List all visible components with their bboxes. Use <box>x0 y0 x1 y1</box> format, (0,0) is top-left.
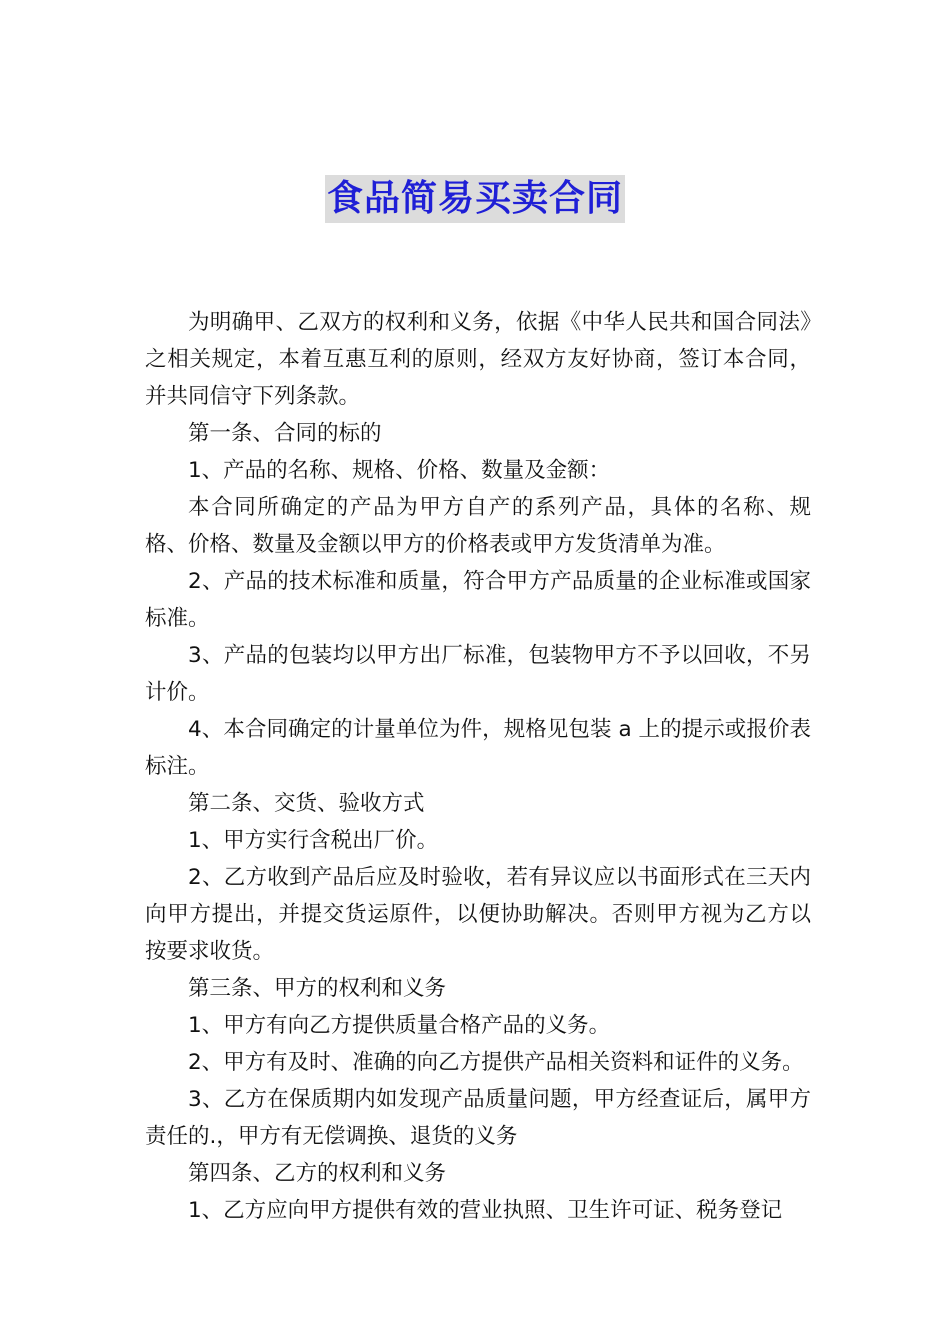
heading-article-3: 第三条、甲方的权利和义务 <box>188 976 447 1001</box>
paragraph: 2、产品的技术标准和质量，符合甲方产品质量的企业标准或国家标准。 <box>145 569 811 631</box>
paragraph: 3、乙方在保质期内如发现产品质量问题，甲方经查证后，属甲方责任的.，甲方有无偿调换、退货的义务 <box>145 1087 811 1149</box>
heading-article-4: 第四条、乙方的权利和义务 <box>188 1161 447 1186</box>
paragraph-preamble: 为明确甲、乙双方的权利和义务，依据《中华人民共和国合同法》之相关规定，本着互惠互利的原则，经双方友好协商，签订本合同，并共同信守下列条款。 <box>145 310 811 409</box>
paragraph: 2、甲方有及时、准确的向乙方提供产品相关资料和证件的义务。 <box>188 1050 804 1075</box>
document-title: 食品简易买卖合同 <box>325 175 625 223</box>
paragraph: 本合同所确定的产品为甲方自产的系列产品，具体的名称、规格、价格、数量及金额以甲方的价格表或甲方发货清单为准。 <box>145 495 811 557</box>
paragraph: 1、乙方应向甲方提供有效的营业执照、卫生许可证、税务登记 <box>188 1198 783 1223</box>
paragraph: 3、产品的包装均以甲方出厂标准，包装物甲方不予以回收，不另计价。 <box>145 643 811 705</box>
paragraph: 4、本合同确定的计量单位为件，规格见包装 a 上的提示或报价表标注。 <box>145 717 811 779</box>
heading-article-2: 第二条、交货、验收方式 <box>188 791 425 816</box>
document-body <box>145 304 811 1229</box>
heading-article-1: 第一条、合同的标的 <box>188 421 382 446</box>
paragraph: 1、产品的名称、规格、价格、数量及金额： <box>188 458 611 483</box>
paragraph: 1、甲方有向乙方提供质量合格产品的义务。 <box>188 1013 611 1038</box>
title-area <box>0 175 950 223</box>
paragraph: 2、乙方收到产品后应及时验收，若有异议应以书面形式在三天内向甲方提出，并提交货运原件，以便协助解决。否则甲方视为乙方以按要求收货。 <box>145 865 811 964</box>
paragraph: 1、甲方实行含税出厂价。 <box>188 828 439 853</box>
